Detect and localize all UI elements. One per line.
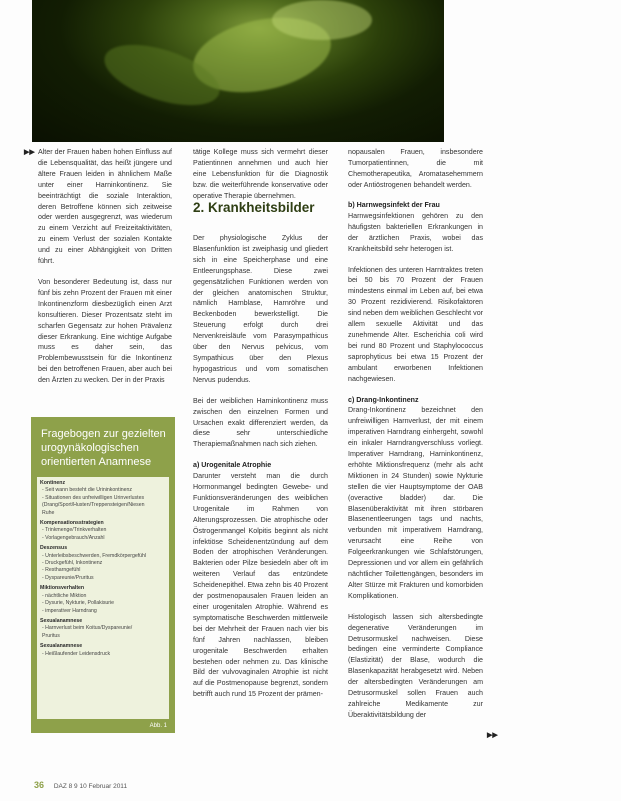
issue-info: DAZ 8 9 10 Februar 2011 xyxy=(53,783,128,790)
subheading: c) Drang-Inkontinenz xyxy=(348,395,419,404)
question-group xyxy=(37,585,169,615)
question-item: - Trinkmenge/Trinkverhalten xyxy=(42,527,107,534)
page-number: 36 xyxy=(34,780,45,790)
question-item: - nächtliche Miktion xyxy=(42,592,87,599)
question-item: - Seit wann besteht die Urininkontinenz xyxy=(42,487,132,494)
question-item: - Vorlagengebrauch/Anzahl xyxy=(42,534,105,541)
question-item: - Druckgefühl, Inkontinenz xyxy=(42,560,103,567)
question-item: Pruritus xyxy=(42,632,60,639)
header-photo xyxy=(32,0,444,142)
question-item: Ruhe xyxy=(42,509,55,516)
question-item: - Unterleibsbeschwerden, Fremdkörpergefühl xyxy=(42,552,147,559)
question-item: - imperativer Harndrang xyxy=(42,607,97,614)
question-group-heading: Kompensationsstrategien xyxy=(40,520,104,527)
figure-label: Abb. 1 xyxy=(149,723,167,729)
question-group xyxy=(37,480,169,517)
page-footer xyxy=(34,780,127,790)
paragraph: Infektionen des unteren Harntraktes treten bei 50 bis 70 Prozent der Frauen mindestens einmal im Leben auf, bei etwa 30 Prozent rezidivierend. Risikofaktoren sind neben dem weiblichen Geschlecht vor allem sexuelle Aktivität und das zunehmende Alter. Escherichia coli wird bei rund 80 Prozent und Staphylococcus saprophyticus bei etwa 15 Prozent der ambulant erworbenen Infektionen nachgewiesen. xyxy=(348,265,483,383)
continuation-marker: ▶▶ xyxy=(24,149,35,156)
section-heading: 2. Krankheitsbilder xyxy=(193,200,315,215)
subheading: a) Urogenitale Atrophie xyxy=(193,461,272,470)
paragraph: Alter der Frauen haben hohen Einfluss auf die Lebensqualität, das heißt jüngere und ältere Frauen leiden in ähnlichem Maße unter einer Harninkontinenz. Sie beeinträchtigt die soziale Interaktion, deren Betroffene können sich zeitweise oder werden ausgegrenzt, was wiederum zu einem Verzicht auf Freizeitaktivitäten, zu einem Verlust der sozialen Kontakte und zu einer Abhängigkeit von Dritten führt. xyxy=(38,148,172,266)
paragraph: Der physiologische Zyklus der Blasenfunktion ist zweiphasig und gliedert sich in eine Speicherphase und eine Entleerungsphase. Diese zwei gegensätzlichen Funktionen werden von der gleichen anatomischen Struktur, nämlich Harnblase, Harnröhre und Beckenboden bewerkstelligt. Die Steuerung erfolgt durch drei Nervenkreisläufe vom Parasympathicus über den Nervus pelvicus, vom Sympathicus über den Plexus hypogastricus und vom somatischen Nervus pudendus. xyxy=(193,234,328,384)
paragraph: Harnwegsinfektionen gehören zu den häufigsten bakteriellen Erkrankungen in der ärztlichen Praxis, wobei das Krankheitsbild sehr heterogen ist. xyxy=(348,211,483,253)
question-item: - Dyspareunie/Pruritus xyxy=(42,574,94,581)
question-group xyxy=(37,520,169,542)
question-item: - Dysurie, Nykturie, Pollakisurie xyxy=(42,600,115,607)
question-group xyxy=(37,618,169,640)
column-3-top xyxy=(348,147,483,201)
column-2 xyxy=(193,233,328,710)
photo-highlight xyxy=(272,0,372,40)
column-1 xyxy=(38,147,172,396)
question-item: - Restharngefühl xyxy=(42,567,81,574)
question-item: - Harnverlust beim Koitus/Dyspareunie/ xyxy=(42,625,133,632)
continuation-marker: ▶▶ xyxy=(487,732,498,739)
question-item: (Drang/Sport/Husten/Treppensteigen/Niesen xyxy=(42,502,145,509)
paragraph: tätige Kollege muss sich vermehrt dieser Patientinnen annehmen und auch hier eine Lebensfunktion für die Diagnostik bzw. die weiterführende konservative oder operative Therapie übernehmen. xyxy=(193,148,328,200)
question-group-heading: Kontinenz xyxy=(40,480,66,486)
column-3 xyxy=(348,200,483,731)
paragraph: Drang-Inkontinenz bezeichnet den unfreiwilligen Harnverlust, der mit einem imperativen Harndrang einhergeht, sowohl ein inkaler Harndrangverschluss vorliegt. Imperativer Harndrang, Harninkontinenz, erhöhte Miktionsfrequenz (mehr als acht Miktionen in 24 Stunden) sowie Nykturie stellen die vier Hauptsymptome der OAB (overactive bladder) dar. Die Blasenüberaktivität mit ihren störbaren Blasenentleerungen tags und nachts, verbunden mit imperativem Harndrang, verursacht eine Reihe von Folgeerkrankungen wie Schlafstörungen, Depressionen und vor allem ein gefährlich nächtlicher Toilettengängen, besonders im Alter Stürze mit Frakturen und komorbiden Komplikationen. xyxy=(348,406,483,600)
question-item: - Heißlaufender Leidensdruck xyxy=(42,650,111,657)
paragraph: Von besonderer Bedeutung ist, dass nur fünf bis zehn Prozent der Frauen mit einer Inkontinenzform diesbezüglich einen Arzt konsultieren. Dieser Prozentsatz steht im scharfen Gegensatz zur hohen Prävalenz dieser Erkrankung. Eine wichtige Aufgabe muss es daher sein, das Problembewusstsein für die Inkontinenz bei den betroffenen Frauen, aber auch bei den Ärzten zu wecken. Der in der Praxis xyxy=(38,277,172,385)
paragraph: Darunter versteht man die durch Hormonmangel bedingten Gewebe- und Funktionsveränderungen des weiblichen Urogenitale im Rahmen von Alterungsprozessen. Die atrophische oder Östrogenmangel Kolpitis beginnt als nicht infektiöse Scheidenentzündung auf dem Boden der atrophischen Veränderungen. Bakterien oder Pilze besiedeln aber oft im weiteren Verlauf das entzündete Scheidenepithel. Etwa zehn bis 40 Prozent der postmenopausalen Frauen leiden an einer urogenitalen Atrophie. Während es symptomatische Beschwerden mittlerweile bei der Mehrheit der Frauen nach vier bis fünf Jahren nachlassen, bleiben urogenitale Beschwerden erhalten bestehen oder nehmen zu. Das klinische Bild der vulvovaginalen Atrophie ist nicht auf die Postmenopause begrenzt, sondern betrifft auch rund 15 Prozent der prämen- xyxy=(193,472,328,699)
subheading: b) Harnwegsinfekt der Frau xyxy=(348,201,440,209)
box-title: Fragebogen zur gezielten urogynäkologischen orientierten Anamnese xyxy=(41,428,166,468)
paragraph: Bei der weiblichen Harninkontinenz muss zwischen den einzelnen Formen und Ursachen exakt differenziert werden, da diese sehr unterschiedliche Therapiemaßnahmen nach sich ziehen. xyxy=(193,396,328,449)
questionnaire-box xyxy=(31,417,175,733)
paragraph: nopausalen Frauen, insbesondere Tumorpatientinnen, die mit Chemotherapeutika, Aromatasehemmern oder Antiöstrogenen behandelt werden. xyxy=(348,148,483,189)
question-group-heading: Deszensus xyxy=(40,545,68,552)
question-group-heading: Miktionsverhalten xyxy=(40,585,85,592)
question-group xyxy=(37,545,169,582)
paragraph: Histologisch lassen sich altersbedingte degenerative Veränderungen im Detrusormuskel nachweisen. Diese bedingen eine verminderte Compliance (Elastizität) der Blase, wodurch die Blasenkapazität herabgesetzt wird. Neben der altersbedingten Veränderungen am Detrusormuskel sollen Frauen auch zahlreiche Medikamente zur Überaktivitätsbildung der xyxy=(348,612,483,719)
question-group-heading: Sexualanamnese xyxy=(40,643,83,650)
question-group xyxy=(37,643,169,658)
question-item: - Situationen des unfreiwilligen Urinverlustes xyxy=(42,494,145,501)
question-group-heading: Sexualanamnese xyxy=(40,617,83,624)
questionnaire-list xyxy=(37,477,169,719)
